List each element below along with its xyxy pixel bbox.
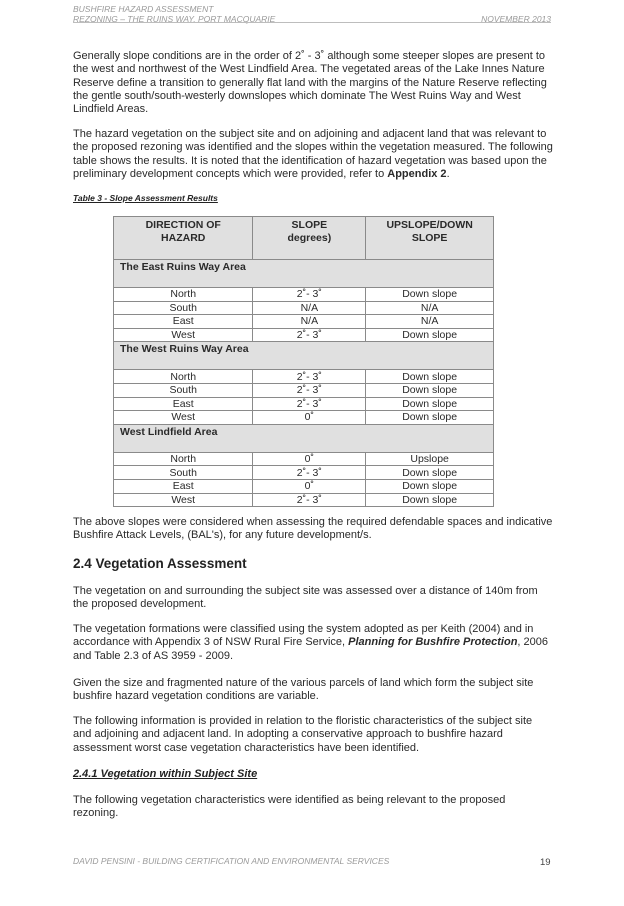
direction-cell: East	[114, 397, 253, 411]
slope-type-cell: Down slope	[366, 328, 494, 342]
paragraph-slope-conditions: Generally slope conditions are in the order of 2˚ - 3˚ although some steeper slopes are present to the west and northwest of the West Lindfield Area. The vegetated areas of the Lake Innes Nature Reserve define a transition to generally flat land with the margins of the Nature Reserve reflecting the gentle south/south-westerly downslopes which dominate The West Ruins Way and West Lindfield Areas.	[73, 50, 547, 116]
direction-cell: North	[114, 370, 253, 384]
paragraph-hazard-text: The hazard vegetation on the subject site and on adjoining and adjacent land that was relevant to the proposed rezoning was identified and the slopes within the vegetation measured. The following table shows the results. It is noted that the identification of hazard vegetation was based upon the preliminary development concepts which were provided, refer to	[73, 128, 553, 180]
table-row	[114, 452, 494, 466]
header-title: BUSHFIRE HAZARD ASSESSMENT	[73, 4, 214, 14]
slope-type-cell: Down slope	[366, 479, 494, 493]
slope-cell: 2˚- 3˚	[253, 288, 366, 302]
subsection-heading: 2.4.1 Vegetation within Subject Site	[73, 768, 258, 780]
group-title: West Lindfield Area	[114, 424, 494, 452]
table-row	[114, 397, 494, 411]
direction-cell: West	[114, 411, 253, 425]
slope-type-cell: Down slope	[366, 288, 494, 302]
slope-cell: 0˚	[253, 479, 366, 493]
page-footer: DAVID PENSINI - BUILDING CERTIFICATION AND ENVIRONMENTAL SERVICES	[73, 856, 390, 866]
slope-assessment-table	[113, 216, 494, 507]
formations-end: , 2006 and Table 2.3 of AS 3959 - 2009.	[73, 636, 549, 662]
slope-type-cell: Down slope	[366, 383, 494, 397]
table-row	[114, 328, 494, 342]
slope-cell: 2˚- 3˚	[253, 370, 366, 384]
header-date: NOVEMBER 2013	[481, 14, 551, 24]
group-title: The East Ruins Way Area	[114, 260, 494, 288]
slope-type-cell: Upslope	[366, 452, 494, 466]
direction-cell: South	[114, 466, 253, 480]
paragraph-floristic: The following information is provided in relation to the floristic characteristics of the subject site and adjoining and adjacent land. In adopting a conservative approach to bushfire hazard assessment worst case vegetation characteristics have been identified.	[73, 715, 533, 754]
header-upslope-downslope: UPSLOPE/DOWN SLOPE	[366, 217, 494, 260]
paragraph-fragmented-nature: Given the size and fragmented nature of the various parcels of land which form the subject site bushfire hazard vegetation conditions are variable.	[73, 677, 534, 703]
table-row	[114, 411, 494, 425]
table-group-row	[114, 342, 494, 370]
direction-cell: South	[114, 383, 253, 397]
direction-cell: North	[114, 452, 253, 466]
slope-cell: 2˚- 3˚	[253, 493, 366, 507]
table-group-row	[114, 424, 494, 452]
paragraph-slopes-considered: The above slopes were considered when assessing the required defendable spaces and indicative Bushfire Attack Levels, (BAL's), for any future development/s.	[73, 516, 553, 542]
table-group-row	[114, 260, 494, 288]
paragraph-hazard-vegetation	[73, 128, 553, 181]
table-row	[114, 466, 494, 480]
paragraph-hazard-end: .	[446, 167, 450, 180]
section-heading: 2.4 Vegetation Assessment	[73, 556, 247, 571]
formations-text: The vegetation formations were classified using the system adopted as per Keith (2004) and in accordance with Appendix 3 of NSW Rural Fire Service,	[73, 623, 534, 649]
slope-cell: N/A	[253, 315, 366, 329]
direction-cell: North	[114, 288, 253, 302]
appendix-reference: Appendix 2	[387, 167, 447, 180]
slope-cell: N/A	[253, 301, 366, 315]
direction-cell: East	[114, 479, 253, 493]
slope-cell: 0˚	[253, 411, 366, 425]
slope-type-cell: Down slope	[366, 370, 494, 384]
table-body	[114, 260, 494, 507]
paragraph-vegetation-distance: The vegetation on and surrounding the subject site was assessed over a distance of 140m from the proposed development.	[73, 585, 538, 611]
publication-title: Planning for Bushfire Protection	[348, 636, 518, 649]
header-slope: SLOPE degrees)	[253, 217, 366, 260]
header-subtitle: REZONING – THE RUINS WAY, PORT MACQUARIE	[73, 14, 276, 24]
slope-cell: 2˚- 3˚	[253, 383, 366, 397]
table-caption: Table 3 - Slope Assessment Results	[73, 193, 218, 203]
direction-cell: East	[114, 315, 253, 329]
table-row	[114, 301, 494, 315]
slope-cell: 2˚- 3˚	[253, 466, 366, 480]
page-number: 19	[540, 857, 551, 868]
slope-type-cell: Down slope	[366, 493, 494, 507]
direction-cell: West	[114, 493, 253, 507]
table-row	[114, 315, 494, 329]
header-divider	[73, 22, 551, 23]
page-header	[73, 4, 551, 24]
header-direction: DIRECTION OF HAZARD	[114, 217, 253, 260]
group-title: The West Ruins Way Area	[114, 342, 494, 370]
slope-type-cell: N/A	[366, 315, 494, 329]
slope-type-cell: N/A	[366, 301, 494, 315]
direction-cell: West	[114, 328, 253, 342]
slope-type-cell: Down slope	[366, 411, 494, 425]
table-row	[114, 493, 494, 507]
slope-type-cell: Down slope	[366, 397, 494, 411]
slope-type-cell: Down slope	[366, 466, 494, 480]
table-row	[114, 383, 494, 397]
table-row	[114, 288, 494, 302]
slope-cell: 2˚- 3˚	[253, 397, 366, 411]
table-header-row	[114, 217, 494, 260]
direction-cell: South	[114, 301, 253, 315]
table-row	[114, 479, 494, 493]
table-row	[114, 370, 494, 384]
paragraph-vegetation-formations	[73, 623, 553, 663]
slope-cell: 0˚	[253, 452, 366, 466]
paragraph-vegetation-characteristics: The following vegetation characteristics were identified as being relevant to the proposed rezoning.	[73, 794, 506, 820]
slope-cell: 2˚- 3˚	[253, 328, 366, 342]
